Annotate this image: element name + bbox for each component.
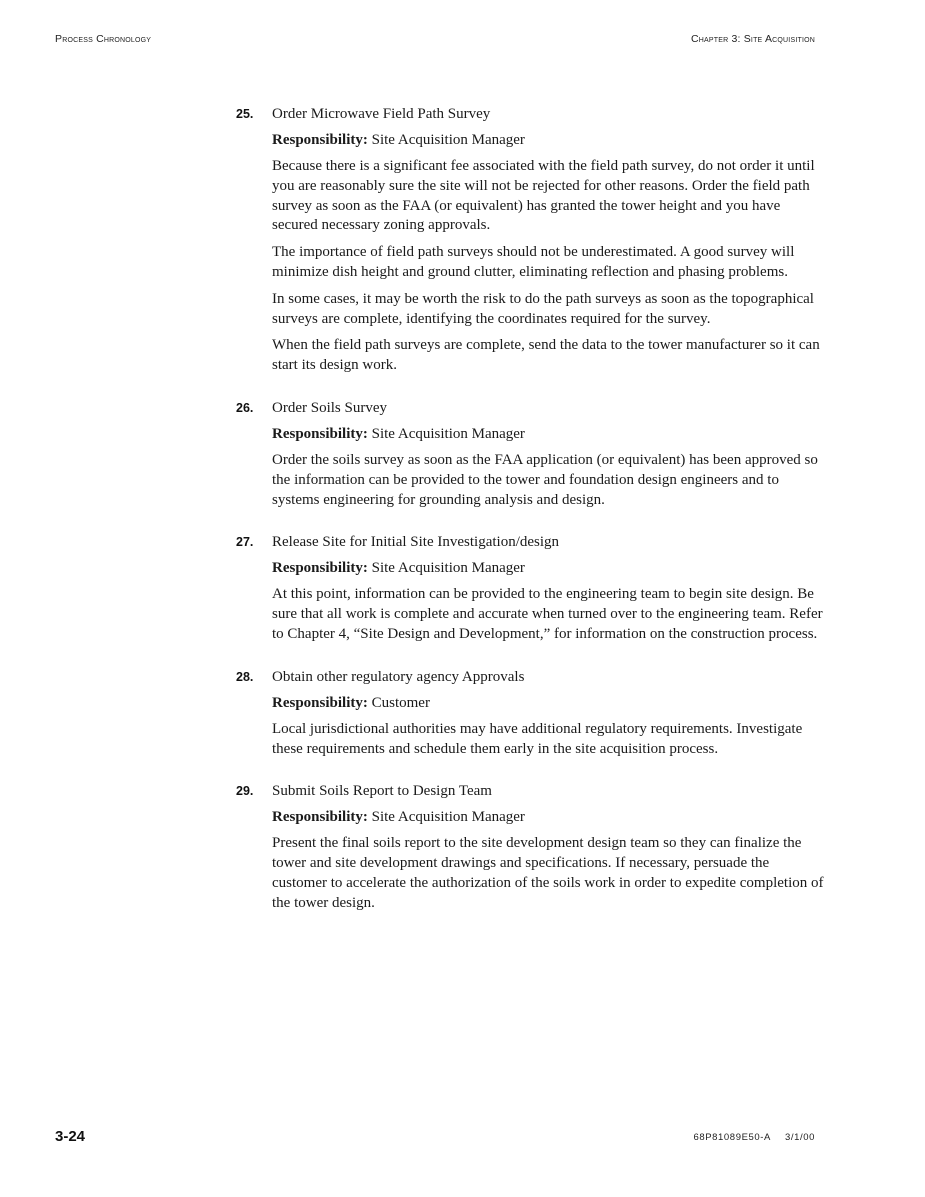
step-heading [236, 532, 826, 558]
step-27 [236, 532, 826, 644]
document-id [693, 1132, 815, 1143]
step-title: Order Microwave Field Path Survey [272, 106, 491, 122]
document-body [236, 104, 826, 936]
paragraph: Local jurisdictional authorities may have additional regulatory requirements. Investigate these requirements and schedule them early in the site acquisition process. [272, 720, 803, 757]
step-body [272, 807, 826, 913]
responsibility-value: Site Acquisition Manager [371, 560, 525, 577]
step-number: 28. [236, 669, 254, 684]
step-number: 26. [236, 400, 254, 415]
paragraph: Because there is a significant fee associated with the field path survey, do not order it until you are reasonably sure the site will not be rejected for other reasons. Order the field path survey as soon as the FAA (or equivalent) has granted the tower height and you have secured necessary zoning approvals. [272, 158, 815, 234]
step-title: Release Site for Initial Site Investigation/design [272, 534, 560, 551]
step-number: 29. [236, 784, 254, 799]
responsibility-value: Site Acquisition Manager [371, 425, 525, 442]
responsibility-line [272, 424, 826, 444]
step-28 [236, 667, 826, 760]
paragraph: Order the soils survey as soon as the FAA application (or equivalent) has been approved so the information can be provided to the tower and foundation design engineers and to systems engineering for grounding analysis and design. [272, 451, 818, 508]
step-heading [236, 398, 826, 424]
paragraph: Present the final soils report to the site development design team so they can finalize the tower and site development drawings and specifications. If necessary, persuade the customer to accelerate the authorization of the soils work in order to expedite completion of the tower design. [272, 835, 824, 911]
responsibility-line [272, 558, 826, 578]
step-26 [236, 398, 826, 510]
step-heading [236, 667, 826, 693]
running-header-left: Process Chronology [55, 33, 152, 45]
responsibility-label: Responsibility: [272, 694, 368, 711]
step-title: Obtain other regulatory agency Approvals [272, 668, 525, 685]
paragraph: At this point, information can be provided to the engineering team to begin site design. Be sure that all work is complete and accurate when turned over to the engineering team. Refer to Chapter 4, “Site Design and Development,” for information on the construction process. [272, 586, 823, 642]
responsibility-label: Responsibility: [272, 560, 368, 577]
paragraph: When the field path surveys are complete, send the data to the tower manufacturer so it can start its design work. [272, 337, 820, 374]
doc-date: 3/1/00 [784, 1132, 815, 1143]
step-number: 27. [236, 535, 254, 550]
running-header-right: Chapter 3: Site Acquisition [690, 33, 815, 45]
step-body [272, 130, 826, 376]
step-25 [236, 104, 826, 376]
page-number: 3-24 [55, 1128, 86, 1145]
step-title: Submit Soils Report to Design Team [272, 783, 492, 800]
step-heading [236, 104, 826, 130]
responsibility-value: Site Acquisition Manager [371, 809, 525, 826]
responsibility-value: Site Acquisition Manager [371, 132, 525, 148]
responsibility-line [272, 807, 826, 827]
paragraph: The importance of field path surveys should not be underestimated. A good survey will minimize dish height and ground clutter, eliminating reflection and phasing problems. [272, 244, 795, 280]
responsibility-line [272, 693, 826, 713]
responsibility-line [272, 130, 826, 150]
responsibility-label: Responsibility: [272, 425, 368, 442]
paragraph: In some cases, it may be worth the risk to do the path surveys as soon as the topographical surveys are complete, identifying the coordinates required for the survey. [272, 290, 814, 327]
responsibility-label: Responsibility: [272, 809, 368, 826]
step-heading [236, 781, 826, 807]
doc-number: 68P81089E50-A [693, 1132, 771, 1143]
step-number: 25. [236, 107, 254, 121]
step-body [272, 693, 826, 760]
step-body [272, 424, 826, 510]
step-title: Order Soils Survey [272, 399, 387, 416]
responsibility-label: Responsibility: [272, 132, 368, 148]
step-29 [236, 781, 826, 913]
responsibility-value: Customer [371, 694, 430, 711]
step-body [272, 558, 826, 644]
